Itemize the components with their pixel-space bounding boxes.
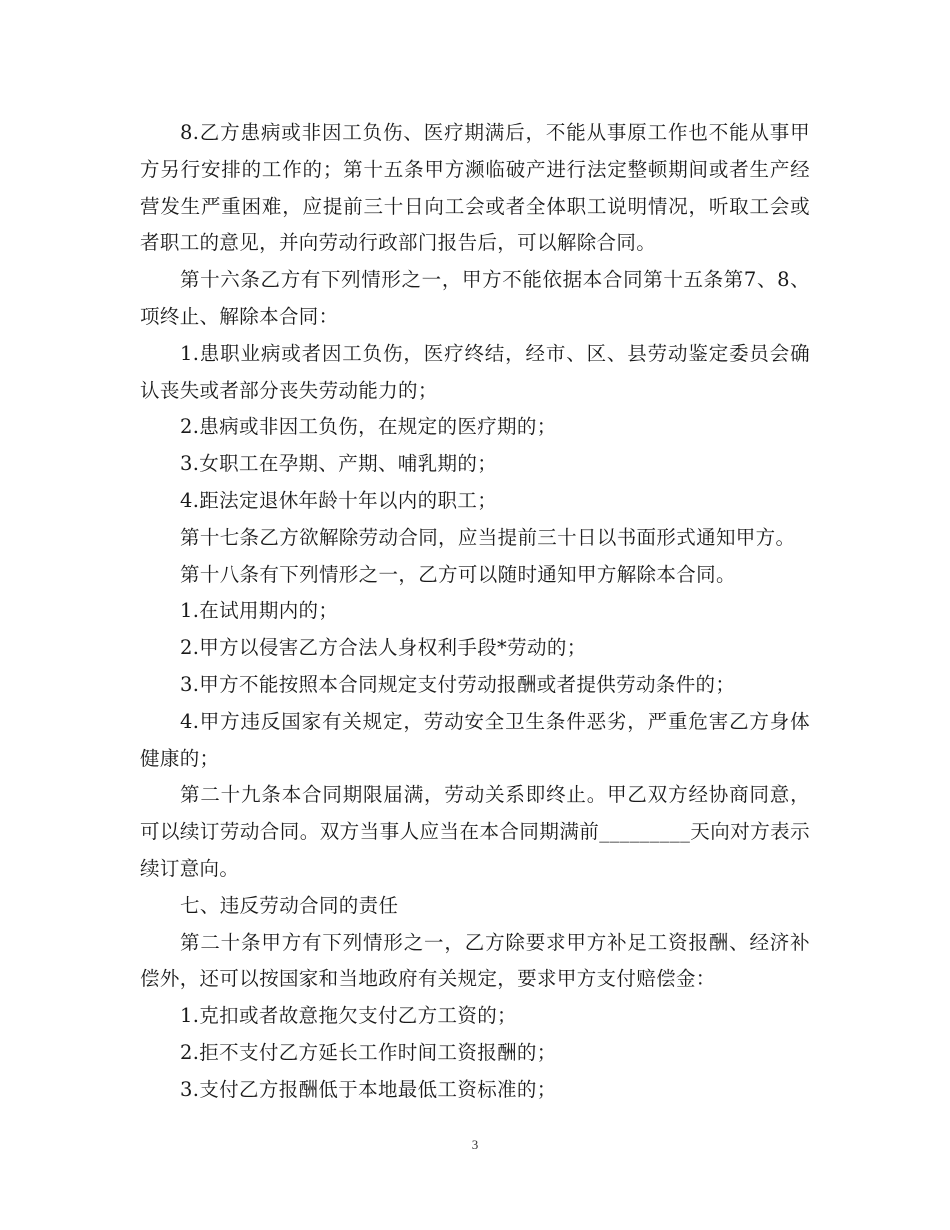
section-heading: 七、违反劳动合同的责任	[180, 893, 399, 917]
paragraph: 第二十条甲方有下列情形之一，乙方除要求甲方补足工资报酬、经济补偿外，还可以按国家和当地政府有关规定，要求甲方支付赔偿金：	[140, 930, 810, 991]
paragraph: 1.患职业病或者因工负伤，医疗终结，经市、区、县劳动鉴定委员会确认丧失或者部分丧失劳动能力的；	[140, 341, 810, 402]
paragraph: 第十七条乙方欲解除劳动合同，应当提前三十日以书面形式通知甲方。	[180, 525, 796, 549]
paragraph: 1.在试用期内的；	[180, 599, 339, 623]
paragraph: 第十八条有下列情形之一，乙方可以随时通知甲方解除本合同。	[180, 562, 736, 586]
page-number: 3	[471, 1137, 479, 1152]
paragraph: 3.支付乙方报酬低于本地最低工资标准的；	[180, 1077, 557, 1101]
paragraph: 4.甲方违反国家有关规定，劳动安全卫生条件恶劣，严重危害乙方身体健康的；	[140, 709, 810, 770]
paragraph: 2.患病或非因工负伤，在规定的医疗期的；	[180, 415, 557, 439]
paragraph: 3.女职工在孕期、产期、哺乳期的；	[180, 452, 498, 476]
paragraph: 3.甲方不能按照本合同规定支付劳动报酬或者提供劳动条件的；	[180, 672, 736, 696]
paragraph: 1.克扣或者故意拖欠支付乙方工资的；	[180, 1004, 517, 1028]
paragraph: 8.乙方患病或非因工负伤、医疗期满后，不能从事原工作也不能从事甲方另行安排的工作的；第十五条甲方濒临破产进行法定整顿期间或者生产经营发生严重困难，应提前三十日向工会或者全体职工说明情况，听取工会或者职工的意见，并向劳动行政部门报告后，可以解除合同。	[140, 121, 810, 255]
paragraph: 第二十九条本合同期限届满，劳动关系即终止。甲乙双方经协商同意，可以续订劳动合同。双方当事人应当在本合同期满前_________天向对方表示续订意向。	[140, 783, 810, 880]
document-body	[140, 115, 810, 1109]
paragraph: 2.甲方以侵害乙方合法人身权利手段*劳动的；	[180, 636, 587, 660]
paragraph: 4.距法定退休年龄十年以内的职工；	[180, 488, 498, 512]
paragraph: 第十六条乙方有下列情形之一，甲方不能依据本合同第十五条第7、8、项终止、解除本合同：	[140, 268, 810, 328]
paragraph: 2.拒不支付乙方延长工作时间工资报酬的；	[180, 1040, 557, 1064]
